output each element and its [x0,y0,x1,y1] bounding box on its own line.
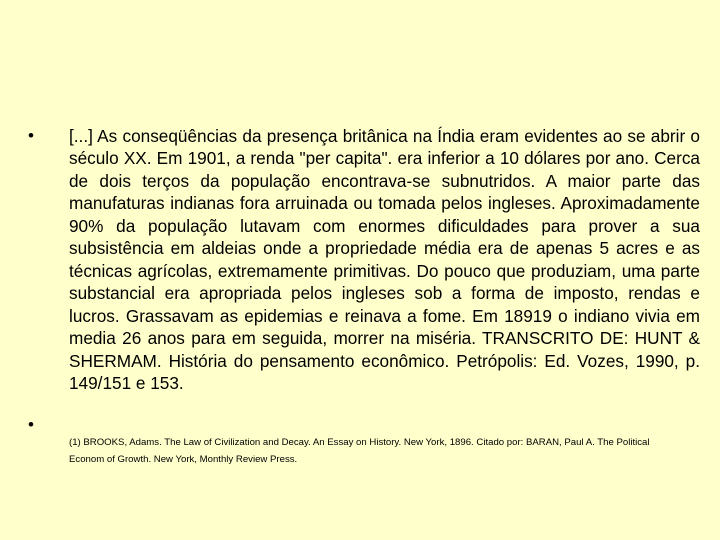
bullet-icon: • [28,126,34,145]
bullet-icon: • [28,415,34,434]
footnote: (1) BROOKS, Adams. The Law of Civilization and Decay. An Essay on History. New York, 1896. Citado por: BARAN, Paul A. The Political Econom of Growth. New York, Monthly Review Press. [69,437,650,465]
quote-text: [...] As conseqüências da presença britânica na Índia eram evidentes ao se abrir o século XX. Em 1901, a renda "per capita". era inferior a 10 dólares por ano. Cerca de dois terços da população encontrava-se subnutridos. A maior parte das manufaturas indianas fora arruinada ou tomada pelos ingleses. Aproximadamente 90% da população lutavam com enormes dificuldades para prover a sua subsistência em aldeias onde a propriedade média era de apenas 5 acres e as técnicas agrícolas, extremamente primitivas. Do pouco que produziam, uma parte substancial era apropriada pelos ingleses sob a forma de imposto, rendas e lucros. Grassavam as epidemias e reinava a fome. Em 18919 o indiano vivia em media 26 anos para em seguida, morrer na miséria. TRANSCRITO DE: HUNT & SHERMAM. História do pensamento econômico. Petrópolis: Ed. Vozes, 1990, p. 149/151 e 153. [69,126,700,393]
